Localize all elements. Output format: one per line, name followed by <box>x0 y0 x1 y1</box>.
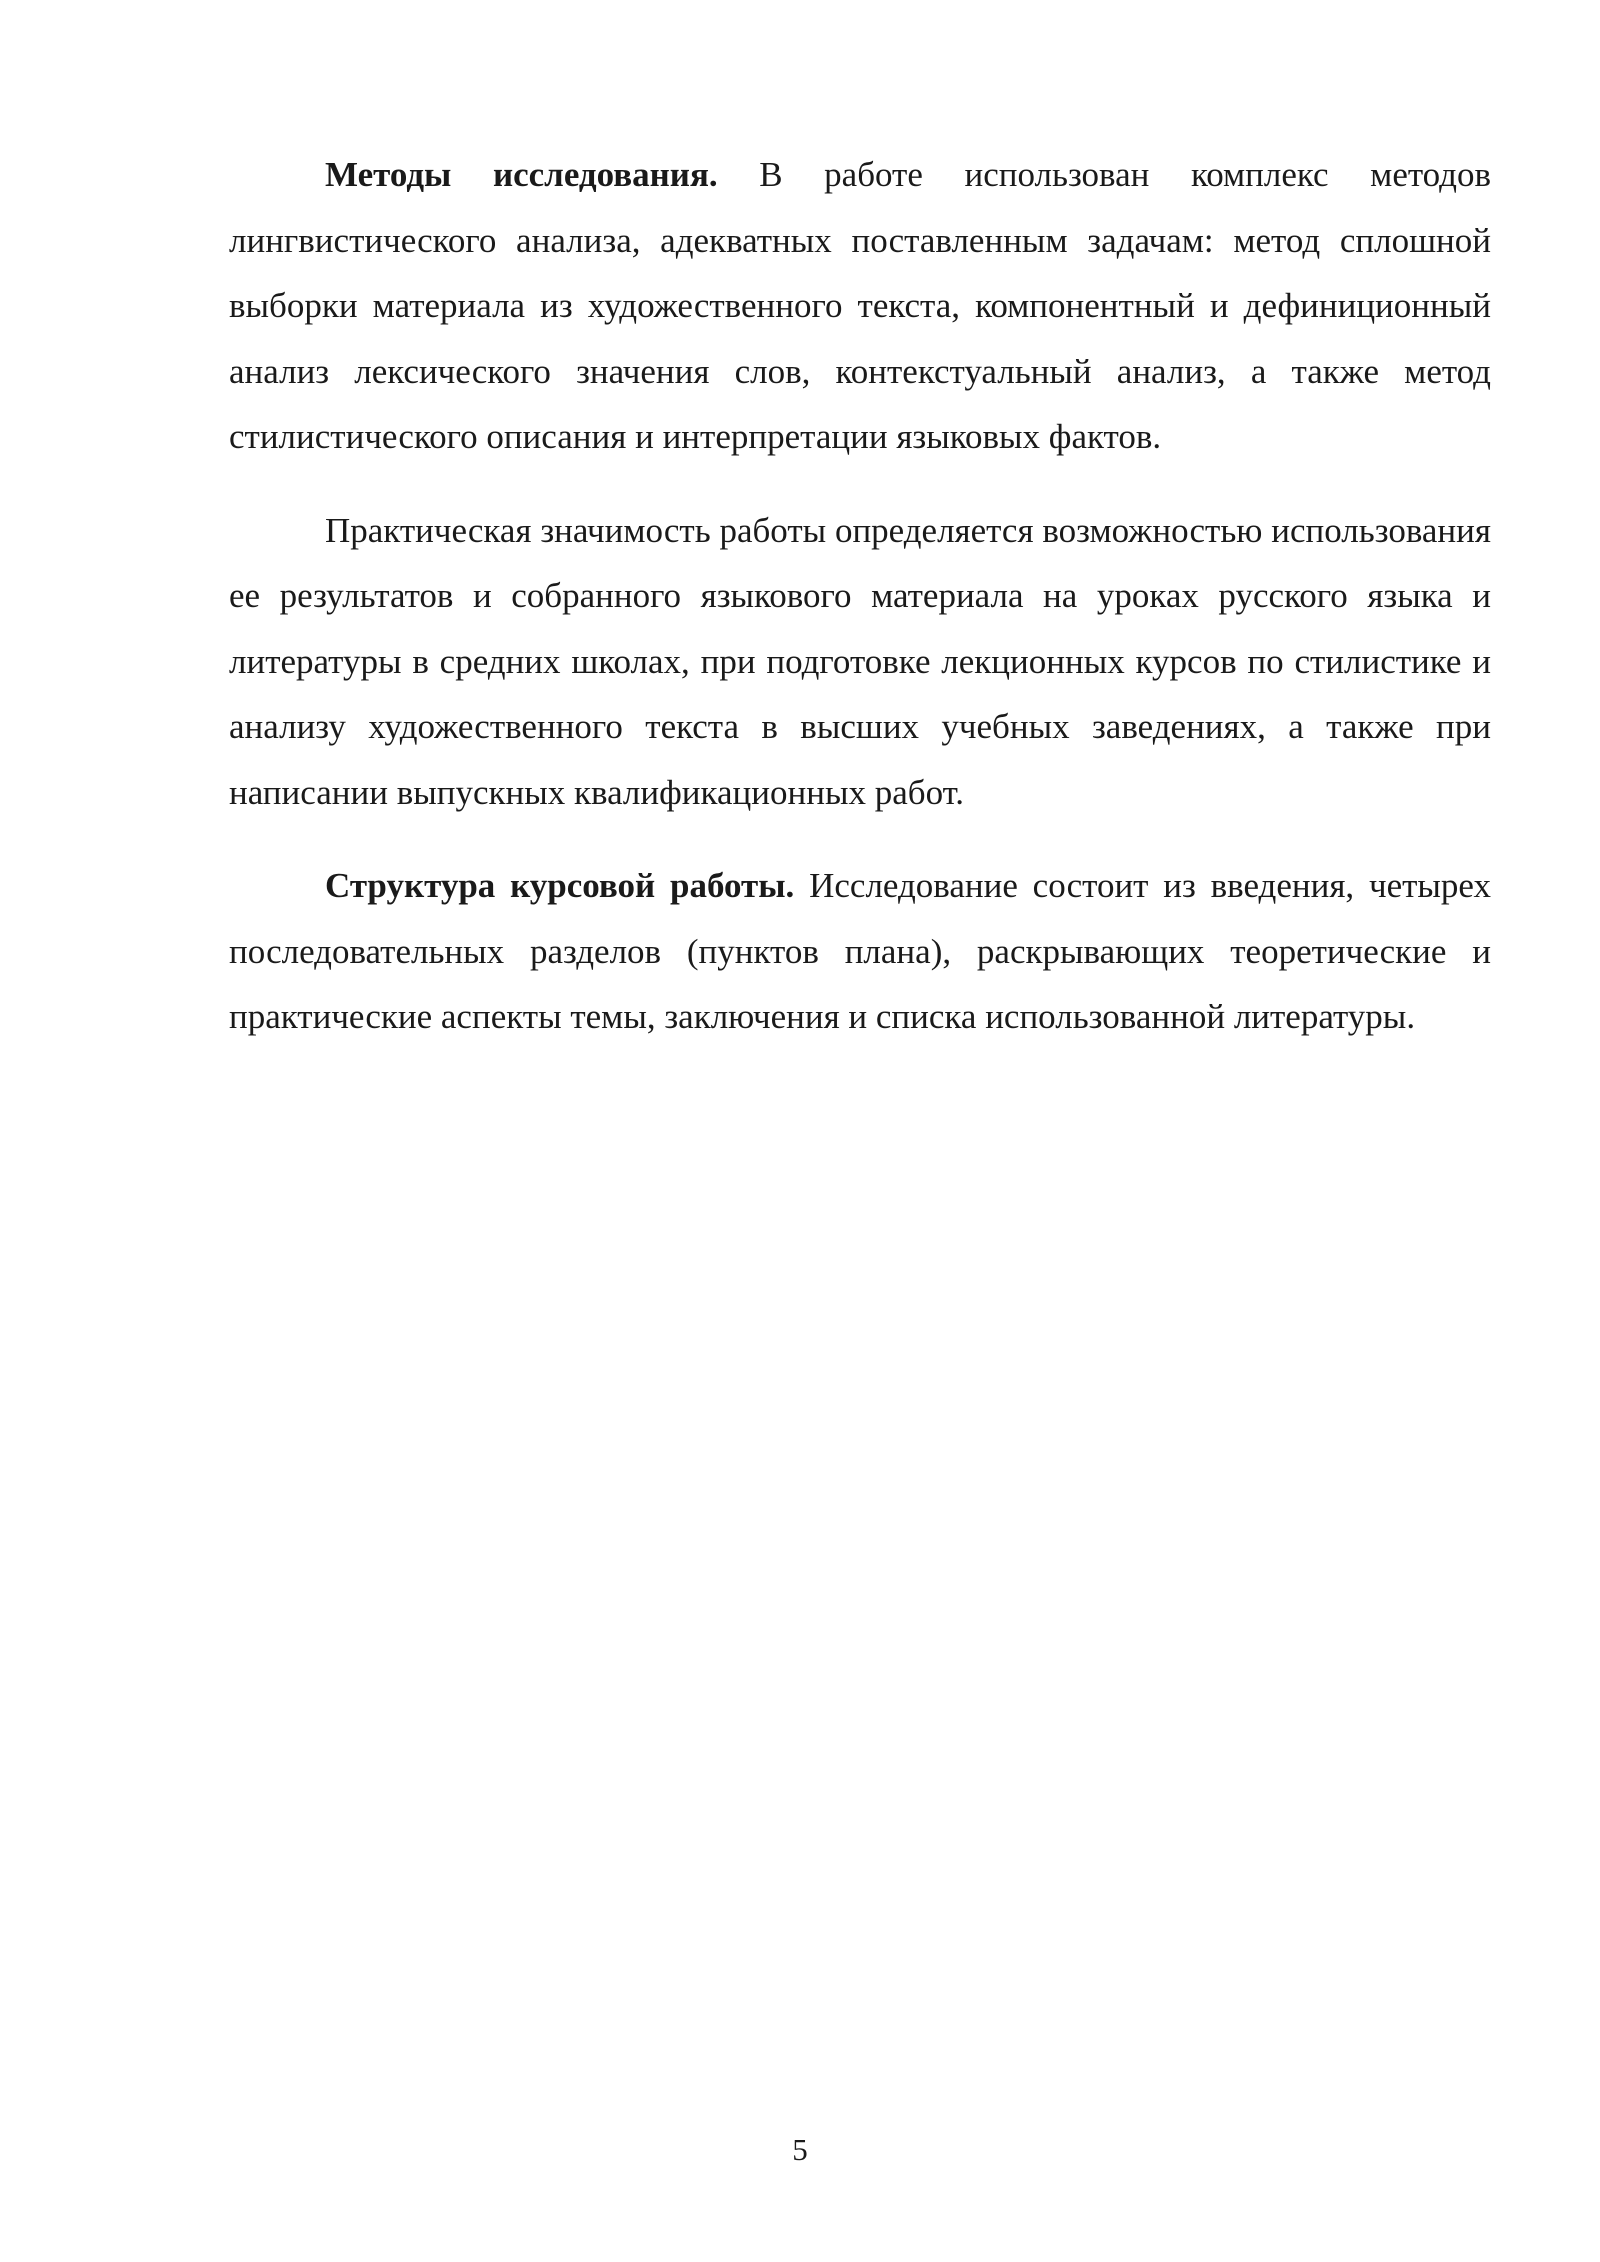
paragraph-practical-significance <box>229 498 1491 826</box>
paragraph-heading-work-structure: Структура курсовой работы. <box>325 866 795 905</box>
paragraph-work-structure <box>229 853 1491 1050</box>
paragraph-research-methods <box>229 142 1491 470</box>
paragraph-heading-research-methods: Методы исследования. <box>325 155 718 194</box>
body-text <box>229 142 1491 1078</box>
paragraph-text-work-structure: Исследование состоит из введения, четырех последовательных разделов (пунктов плана), раскрывающих теоретические и практические аспекты темы, заключения и списка использованной литературы. <box>229 866 1491 1036</box>
paragraph-text-practical-significance: Практическая значимость работы определяется возможностью использования ее результатов и собранного языкового материала на уроках русского языка и литературы в средних школах, при подготовке лекционных курсов по стилистике и анализу художественного текста в высших учебных заведениях, а также при написании выпускных квалификационных работ. <box>229 510 1491 812</box>
page-number: 5 <box>792 2132 808 2167</box>
paragraph-text-research-methods: В работе использован комплекс методов лингвистического анализа, адекватных поставленным задачам: метод сплошной выборки материала из художественного текста, компонентный и дефиниционный анализ лексического значения слов, контекстуальный анализ, а также метод стилистического описания и интерпретации языковых фактов. <box>229 155 1492 456</box>
